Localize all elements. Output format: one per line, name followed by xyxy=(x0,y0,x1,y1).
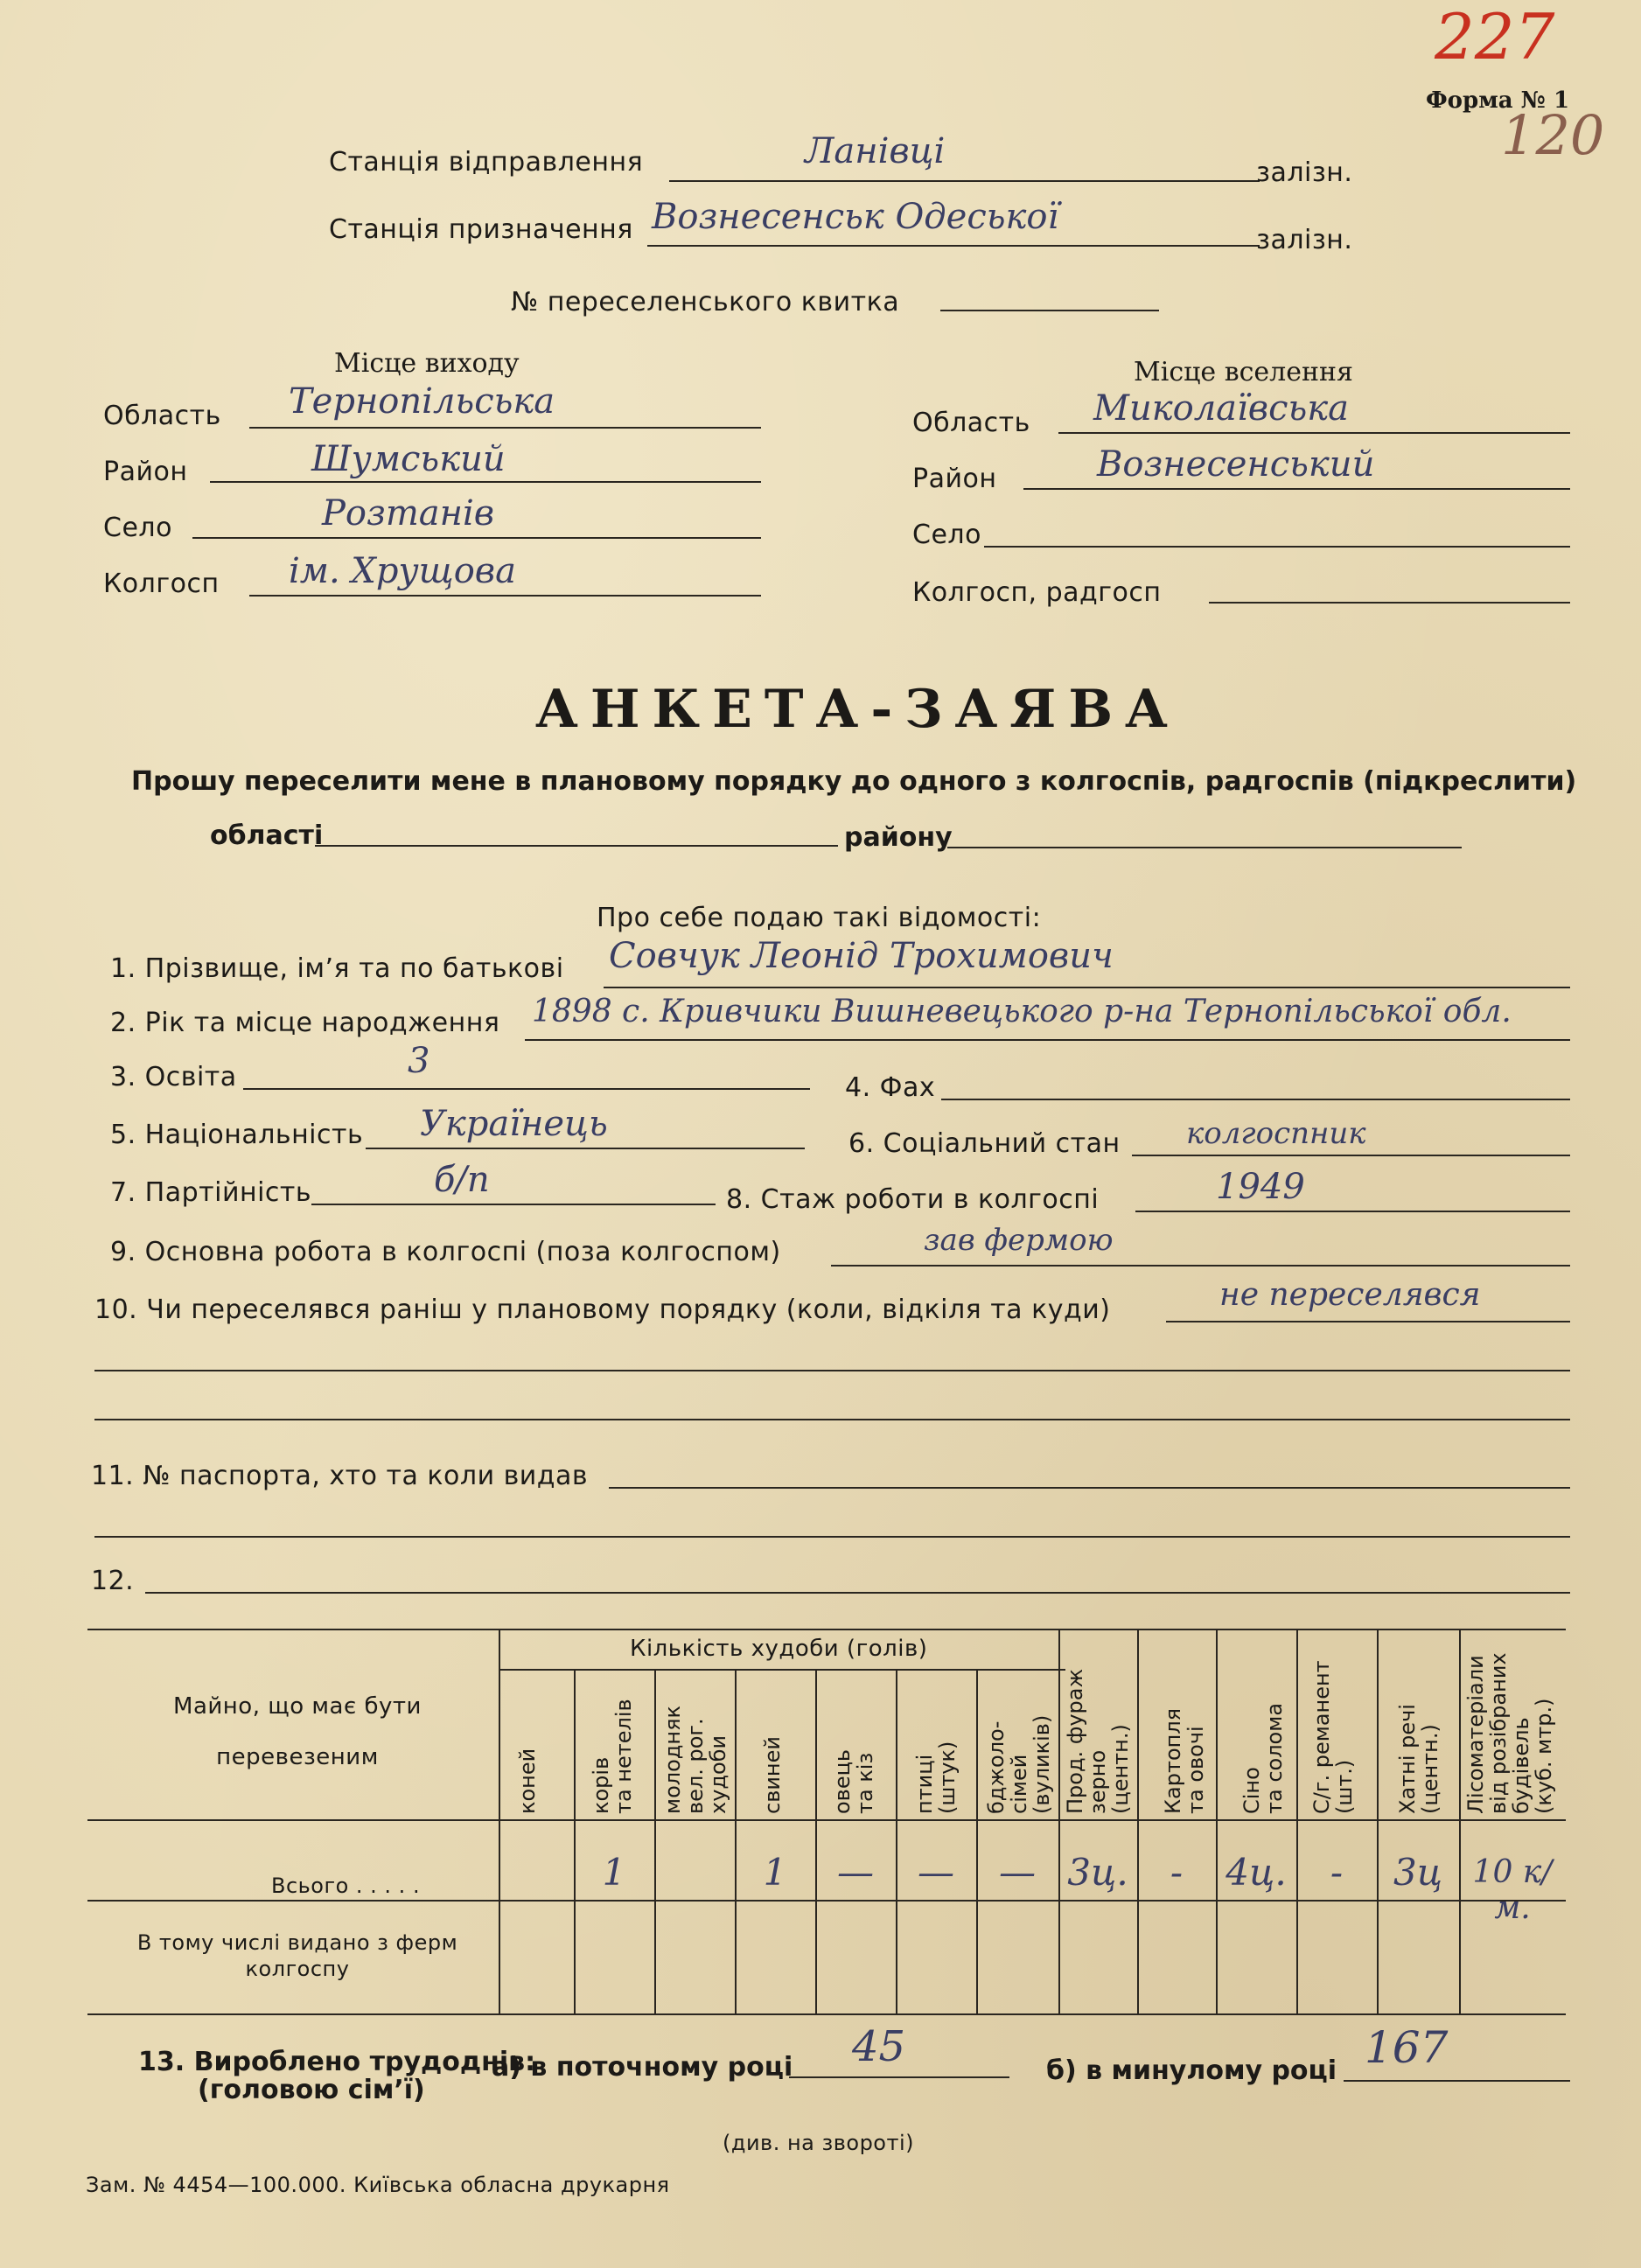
q12-label: 12. xyxy=(91,1566,135,1596)
row-total-cell: — xyxy=(837,1851,874,1894)
workdays-sublabel: (головою сім’ї) xyxy=(198,2075,425,2105)
workdays-label: 13. Вироблено трудоднів: xyxy=(138,2047,536,2077)
see-reverse-note: (див. на звороті) xyxy=(723,2131,915,2155)
request-text: Прошу переселити мене в плановому порядку до одного з колгоспів, радгоспів (підкреслити) xyxy=(131,766,1577,797)
q8-value: 1949 xyxy=(1216,1167,1305,1207)
row-total-cell: - xyxy=(1170,1851,1184,1894)
archive-number-2: 120 xyxy=(1501,103,1605,167)
column-header: бджоло- сімей (вуликів) xyxy=(984,1714,1054,1814)
table-header-bottom xyxy=(87,1819,1566,1821)
property-header: Майно, що має бути перевезеним xyxy=(173,1693,422,1770)
table-col-divider xyxy=(1296,1629,1298,2013)
column-header: овець та кіз xyxy=(830,1748,877,1814)
origin-kolhosp-label: Колгосп xyxy=(103,569,220,599)
livestock-header: Кількість худоби (голів) xyxy=(630,1636,928,1662)
livestock-header-line xyxy=(499,1669,1065,1671)
workdays-current-line xyxy=(789,2076,1009,2078)
table-col-divider xyxy=(1377,1629,1379,2013)
workdays-last-line xyxy=(1344,2080,1570,2082)
q4-line xyxy=(941,1099,1570,1100)
row-total-label: Всього . . . . . xyxy=(271,1874,421,1898)
table-top-border xyxy=(87,1629,1566,1630)
origin-raion-line xyxy=(210,481,761,483)
destination-station-value: Вознесенськ Одеської xyxy=(652,197,1059,237)
table-col-divider xyxy=(735,1669,737,2013)
ticket-label: № переселенського квитка xyxy=(511,287,900,318)
q6-line xyxy=(1132,1155,1570,1156)
q10-value: не переселявся xyxy=(1219,1277,1481,1313)
q9-value: зав фермою xyxy=(924,1223,1114,1258)
origin-kolhosp-value: ім. Хрущова xyxy=(289,551,516,591)
row-total-cell: - xyxy=(1330,1851,1344,1894)
q6-label: 6. Соціальний стан xyxy=(848,1128,1121,1159)
archive-number-1: 227 xyxy=(1435,0,1555,73)
workdays-last-value: 167 xyxy=(1365,2022,1449,2073)
table-col-divider xyxy=(1216,1629,1218,2013)
form-number: Форма № 1 xyxy=(1426,87,1570,114)
destination-station-label: Станція призначення xyxy=(329,214,633,245)
column-header: Прод. фураж зерно (центн.) xyxy=(1063,1668,1133,1814)
table-col-divider xyxy=(1459,1629,1461,2013)
row-total-cell: 3ц. xyxy=(1067,1851,1128,1894)
q3-label: 3. Освіта xyxy=(110,1062,237,1092)
q4-label: 4. Фах xyxy=(845,1072,936,1103)
q1-label: 1. Прізвище, ім’я та по батькові xyxy=(110,953,564,984)
request-oblast-label: області xyxy=(210,820,324,851)
workdays-last-label: б) в минулому році xyxy=(1046,2055,1337,2086)
table-bottom-border xyxy=(87,2013,1566,2015)
destination-oblast-label: Область xyxy=(912,408,1030,438)
q10-line-1 xyxy=(1166,1321,1570,1322)
destination-raion-line xyxy=(1023,488,1570,490)
destination-station-line xyxy=(647,245,1260,247)
rail-suffix-1: залізн. xyxy=(1256,157,1353,188)
request-raion-line xyxy=(947,847,1462,848)
origin-heading: Місце виходу xyxy=(334,348,520,379)
q7-label: 7. Партійність xyxy=(110,1177,312,1208)
table-col-divider xyxy=(815,1669,817,2013)
column-header: корів та нетелів xyxy=(589,1699,636,1814)
q5-label: 5. Національність xyxy=(110,1120,364,1150)
table-col-divider xyxy=(1058,1629,1060,2013)
destination-kolhosp-label: Колгосп, радгосп xyxy=(912,577,1162,608)
q9-line xyxy=(831,1265,1570,1267)
workdays-current-value: 45 xyxy=(852,2022,906,2071)
q1-line xyxy=(604,987,1570,988)
column-header: Сіно та солома xyxy=(1239,1702,1287,1814)
departure-station-line xyxy=(669,180,1260,182)
column-header: Лісоматеріали від розібраних будівель (куб. мтр.) xyxy=(1463,1652,1556,1814)
departure-station-label: Станція відправлення xyxy=(329,147,644,178)
destination-heading: Місце вселення xyxy=(1134,357,1353,387)
origin-oblast-value: Тернопільська xyxy=(289,381,555,422)
workdays-current-label: а) в поточному році xyxy=(492,2052,793,2083)
column-header: молодняк вел. рог. худоби xyxy=(660,1705,730,1814)
table-col-divider xyxy=(1137,1629,1139,2013)
origin-oblast-label: Область xyxy=(103,401,221,431)
row-total-cell: 1 xyxy=(763,1851,787,1894)
q10-line-2 xyxy=(94,1370,1570,1371)
ticket-line xyxy=(940,310,1159,311)
destination-selo-label: Село xyxy=(912,520,981,550)
row-total-cell: — xyxy=(918,1851,954,1894)
request-oblast-line xyxy=(315,845,838,847)
table-row-total-bottom xyxy=(87,1900,1566,1902)
rail-suffix-2: залізн. xyxy=(1256,225,1353,255)
q2-line xyxy=(525,1039,1570,1041)
q12-line xyxy=(145,1592,1570,1594)
row-farm-label: В тому числі видано з ферм колгоспу xyxy=(136,1930,458,1981)
column-header: свиней xyxy=(760,1736,785,1814)
q11-line-1 xyxy=(609,1487,1570,1489)
table-col-divider xyxy=(499,1629,500,2013)
column-header: птиці (штук) xyxy=(912,1741,960,1814)
q3-line xyxy=(243,1088,810,1090)
destination-oblast-line xyxy=(1058,432,1570,434)
column-header: С/г. реманент (шт.) xyxy=(1309,1660,1357,1814)
property-table xyxy=(87,1629,1566,2013)
q8-label: 8. Стаж роботи в колгоспі xyxy=(726,1184,1100,1215)
table-col-divider xyxy=(896,1669,897,2013)
departure-station-value: Ланівці xyxy=(805,131,946,171)
printer-imprint: Зам. № 4454—100.000. Київська обласна друкарня xyxy=(86,2173,670,2197)
row-total-cell: 4ц. xyxy=(1226,1851,1287,1894)
q2-label: 2. Рік та місце народження xyxy=(110,1008,500,1038)
form-title: АНКЕТА-ЗАЯВА xyxy=(535,679,1180,740)
row-total-cell: 3ц xyxy=(1393,1851,1443,1894)
destination-raion-label: Район xyxy=(912,464,997,494)
table-col-divider xyxy=(654,1669,656,2013)
q8-line xyxy=(1135,1211,1570,1212)
column-header: коней xyxy=(515,1748,540,1814)
origin-raion-label: Район xyxy=(103,457,188,487)
column-header: Картопля та овочі xyxy=(1161,1707,1208,1814)
destination-selo-line xyxy=(984,546,1570,548)
row-total-cell: 10 к/м. xyxy=(1472,1854,1553,1926)
origin-kolhosp-line xyxy=(249,595,761,597)
q6-value: колгоспник xyxy=(1186,1116,1366,1151)
q5-value: Українець xyxy=(420,1104,608,1144)
q10-label: 10. Чи переселявся раніш у плановому порядку (коли, відкіля та куди) xyxy=(94,1295,1111,1325)
request-raion-label: району xyxy=(844,822,953,853)
column-header: Хатні речі (центн.) xyxy=(1395,1704,1442,1814)
origin-selo-line xyxy=(192,537,761,539)
q5-line xyxy=(366,1148,805,1149)
q9-label: 9. Основна робота в колгоспі (поза колгоспом) xyxy=(110,1237,781,1267)
q3-value: 3 xyxy=(408,1041,430,1081)
destination-oblast-value: Миколаївська xyxy=(1093,388,1349,429)
table-col-divider xyxy=(976,1669,978,2013)
intro-text: Про себе подаю такі відомості: xyxy=(597,903,1042,933)
destination-kolhosp-line xyxy=(1209,602,1570,604)
table-col-divider xyxy=(574,1669,576,2013)
q7-line xyxy=(311,1204,716,1205)
row-total-cell: — xyxy=(999,1851,1036,1894)
origin-oblast-line xyxy=(249,427,761,429)
q1-value: Совчук Леонід Трохимович xyxy=(609,936,1114,976)
origin-selo-value: Розтанів xyxy=(322,493,495,534)
origin-selo-label: Село xyxy=(103,513,172,543)
q10-line-3 xyxy=(94,1419,1570,1420)
row-total-cell: 1 xyxy=(602,1851,626,1894)
q11-label: 11. № паспорта, хто та коли видав xyxy=(91,1461,589,1491)
origin-raion-value: Шумський xyxy=(311,439,506,479)
q2-value: 1898 с. Кривчики Вишневецького р-на Тернопільської обл. xyxy=(532,994,1512,1029)
q7-value: б/п xyxy=(434,1160,490,1200)
destination-raion-value: Вознесенський xyxy=(1097,444,1375,485)
q11-line-2 xyxy=(94,1536,1570,1538)
